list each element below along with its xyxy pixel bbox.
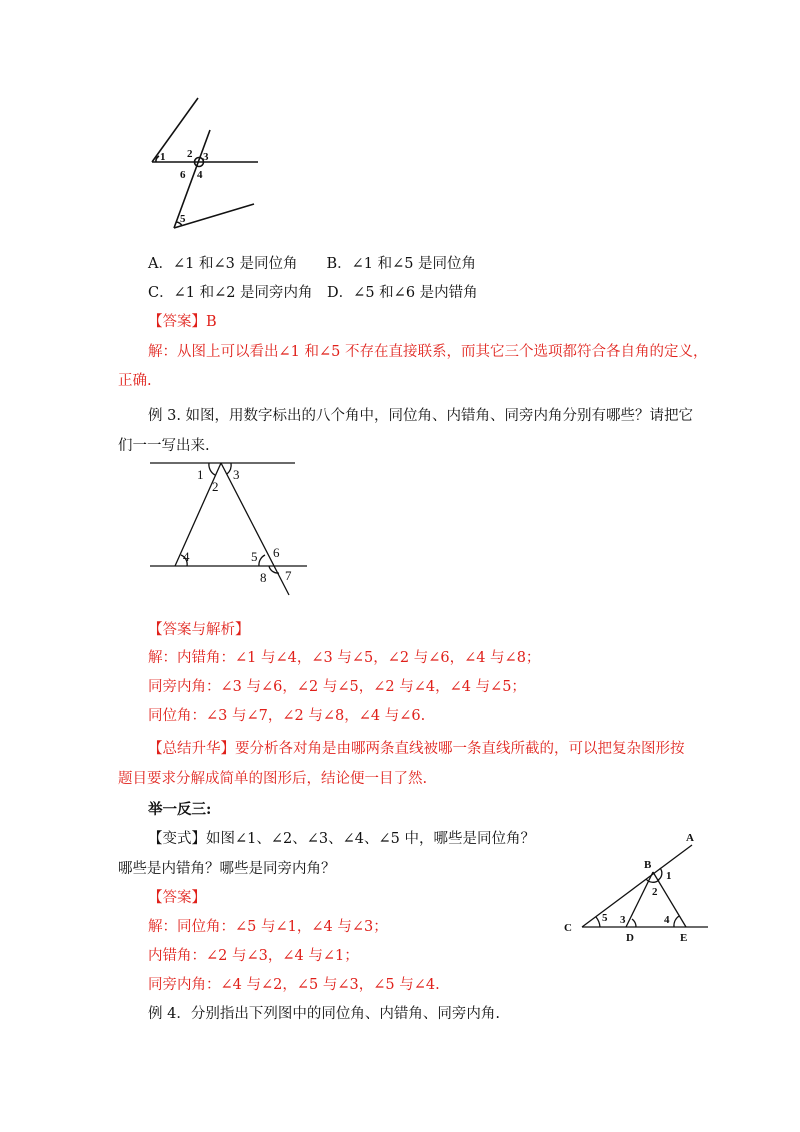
summary-line: 【总结升华】要分析各对角是由哪两条直线被哪一条直线所截的，可以把复杂图形按 bbox=[148, 741, 685, 757]
fig3-label: 5 bbox=[602, 912, 608, 924]
fig2-label: 6 bbox=[273, 545, 280, 560]
answer-line: 解：同位角：∠5 与∠1，∠4 与∠3； bbox=[148, 919, 388, 935]
fig2-label: 4 bbox=[183, 549, 190, 564]
answer-tag: 【答案】B bbox=[148, 314, 217, 330]
fig1-label: 2 bbox=[187, 148, 193, 160]
fig3-label: 3 bbox=[620, 914, 626, 926]
answer-explanation: 解：从图上可以看出∠1 和∠5 不存在直接联系，而其它三个选项都符合各自角的定义， bbox=[148, 344, 708, 360]
fig3-label: 2 bbox=[652, 886, 658, 898]
fig2-label: 7 bbox=[285, 568, 292, 583]
fig3-label: E bbox=[680, 932, 688, 944]
fig2-label: 5 bbox=[251, 549, 258, 564]
variant-question: 【变式】如图∠1、∠2、∠3、∠4、∠5 中，哪些是同位角？ bbox=[148, 831, 535, 847]
example-3-text: 们一一写出来. bbox=[118, 438, 210, 454]
section-title: 举一反三: bbox=[148, 801, 212, 818]
option-line-1: A．∠1 和∠3 是同位角 B．∠1 和∠5 是同位角 bbox=[148, 256, 477, 272]
answer-line: 内错角：∠2 与∠3，∠4 与∠1； bbox=[148, 948, 359, 964]
example-4-title: 例 4．分别指出下列图中的同位角、内错角、同旁内角. bbox=[148, 1006, 500, 1022]
fig1-label: 6 bbox=[180, 169, 186, 181]
answer-tag: 【答案】 bbox=[148, 890, 206, 906]
fig1-label: 5 bbox=[180, 213, 186, 225]
fig3-label: C bbox=[564, 922, 572, 934]
answer-line: 同旁内角：∠4 与∠2，∠5 与∠3，∠5 与∠4. bbox=[148, 977, 440, 993]
fig3-label: A bbox=[686, 832, 694, 844]
fig2-label: 3 bbox=[233, 467, 240, 482]
figure-2 bbox=[145, 455, 315, 605]
fig3-label: B bbox=[644, 859, 652, 871]
example-3-title: 例 3. 如图，用数字标出的八个角中，同位角、内错角、同旁内角分别有哪些？请把它 bbox=[148, 408, 694, 424]
answer-line: 同位角：∠3 与∠7，∠2 与∠8，∠4 与∠6. bbox=[148, 708, 426, 724]
variant-question: 哪些是内错角？哪些是同旁内角？ bbox=[118, 861, 336, 877]
fig3-label: 1 bbox=[666, 870, 672, 882]
fig1-label: 1 bbox=[160, 151, 166, 163]
answer-line: 同旁内角：∠3 与∠6，∠2 与∠5，∠2 与∠4，∠4 与∠5； bbox=[148, 679, 526, 695]
figure-3 bbox=[560, 825, 720, 950]
fig3-label: D bbox=[626, 932, 634, 944]
fig1-label: 3 bbox=[203, 151, 209, 163]
answer-analysis-tag: 【答案与解析】 bbox=[148, 622, 250, 638]
figure-1 bbox=[140, 90, 270, 240]
fig2-label: 1 bbox=[197, 467, 204, 482]
answer-line: 解：内错角：∠1 与∠4，∠3 与∠5，∠2 与∠6，∠4 与∠8； bbox=[148, 650, 541, 666]
option-line-2: C．∠1 和∠2 是同旁内角 D．∠5 和∠6 是内错角 bbox=[148, 285, 478, 301]
fig1-label: 4 bbox=[197, 169, 203, 181]
answer-explanation: 正确. bbox=[118, 373, 152, 389]
fig2-label: 8 bbox=[260, 570, 267, 585]
fig2-label: 2 bbox=[212, 479, 219, 494]
fig3-label: 4 bbox=[664, 914, 670, 926]
summary-line: 题目要求分解成简单的图形后，结论便一目了然. bbox=[118, 771, 428, 787]
